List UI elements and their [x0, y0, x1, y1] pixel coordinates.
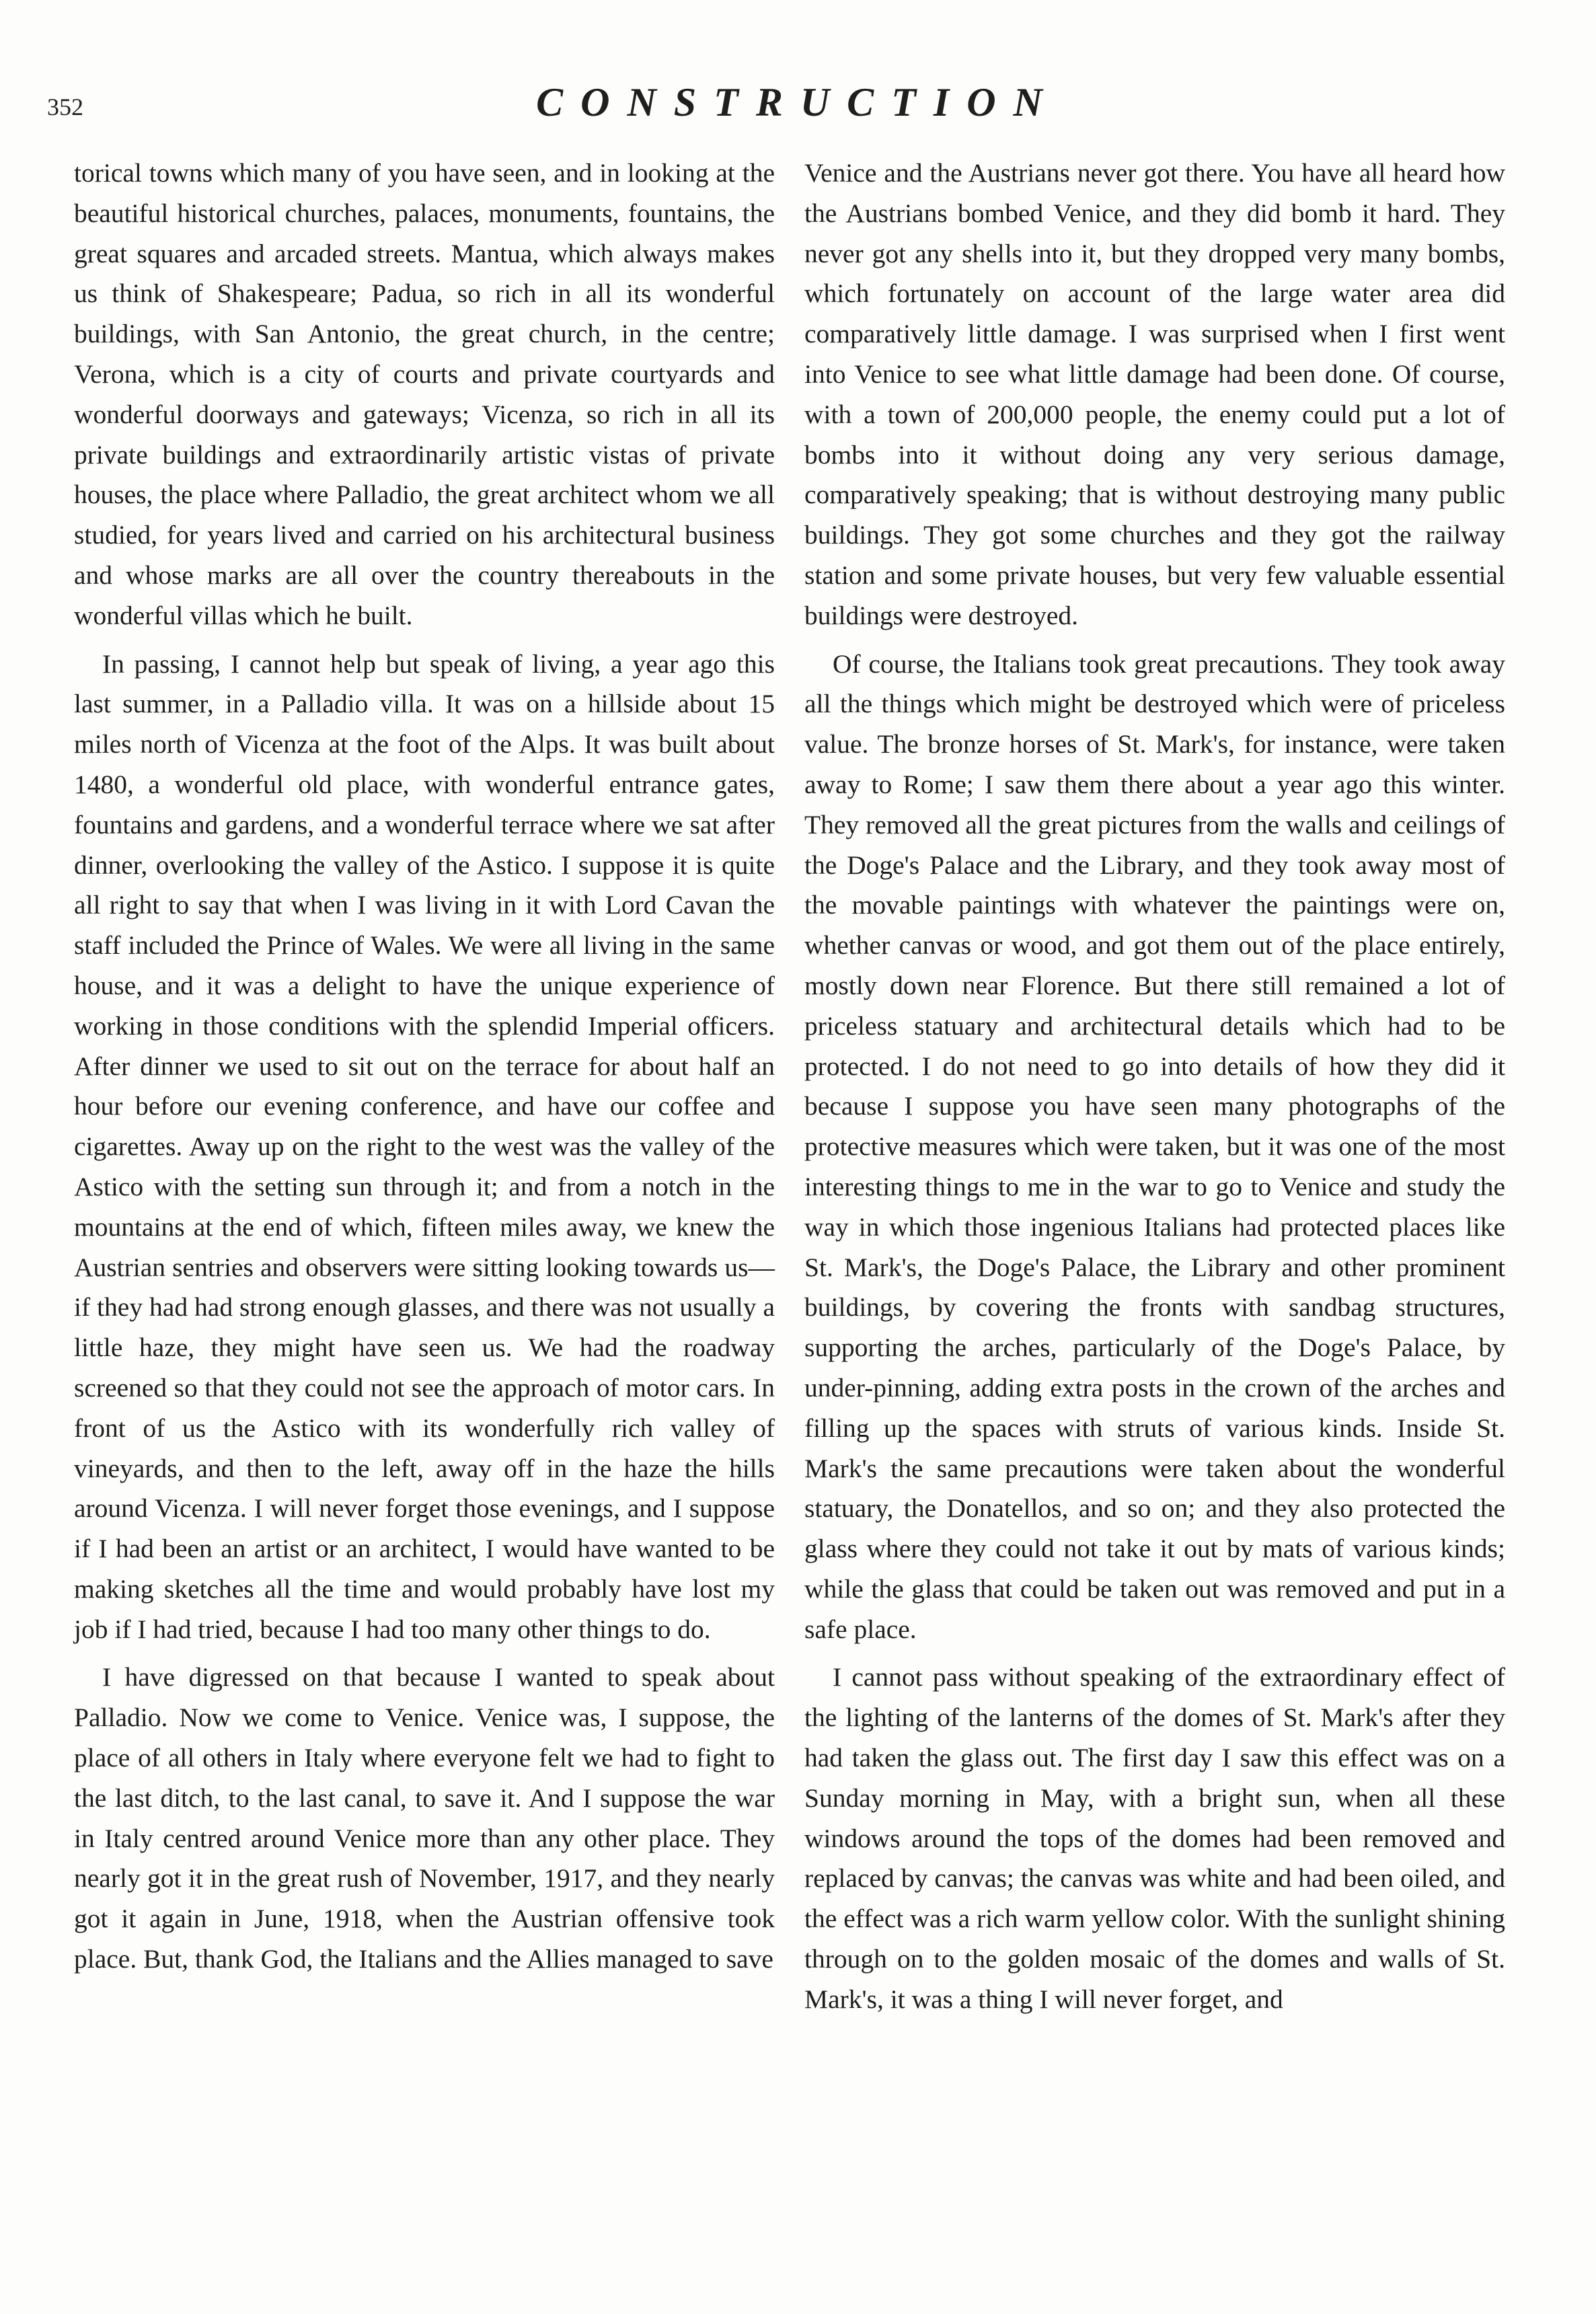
- paragraph: I cannot pass without speaking of the extraordinary effect of the lighting of the lanterns of the domes of St. Mark's after they had taken the glass out. The first day I saw this effect was on a Sunday morning in May, with a bright sun, when all these windows around the tops of the domes had been removed and replaced by canvas; the canvas was white and had been oiled, and the effect was a rich warm yellow color. With the sunlight shining through on to the golden mosaic of the domes and walls of St. Mark's, it was a thing I will never forget, and: [804, 1662, 1505, 2014]
- paragraph: Venice and the Austrians never got there. You have all heard how the Austrians bombed Venice, and they did bomb it hard. They never got any shells into it, but they dropped very many bombs, which fortunately on account of the large water area did comparatively little damage. I was surprised when I first went into Venice to see what little damage had been done. Of course, with a town of 200,000 people, the enemy could put a lot of bombs into it without doing any very serious damage, comparatively speaking; that is without destroying many public buildings. They got some churches and they got the railway station and some private houses, but very few valuable essential buildings were destroyed.: [804, 158, 1505, 630]
- paragraph: Of course, the Italians took great precautions. They took away all the things which might be destroyed which were of priceless value. The bronze horses of St. Mark's, for instance, were taken away to Rome; I saw them there about a year ago this winter. They removed all the great pictures from the walls and ceilings of the Doge's Palace and the Library, and they took away most of the movable paintings with whatever the paintings were on, whether canvas or wood, and got them out of the place entirely, mostly down near Florence. But there still remained a lot of priceless statuary and architectural details which had to be protected. I do not need to go into details of how they did it because I suppose you have seen many photographs of the protective measures which were taken, but it was one of the most interesting things to me in the war to go to Venice and study the way in which those ingenious Italians had protected places like St. Mark's, the Doge's Palace, the Library and other prominent buildings, by covering the fronts with sandbag structures, supporting the arches, particularly of the Doge's Palace, by under-pinning, adding extra posts in the crown of the arches and filling up the spaces with struts of various kinds. Inside St. Mark's the same precautions were taken about the wonderful statuary, the Donatellos, and so on; and they also protected the glass where they could not take it out by mats of various kinds; while the glass that could be taken out was removed and put in a safe place.: [804, 648, 1505, 1644]
- paragraph: I have digressed on that because I wanted to speak about Palladio. Now we come to Venice. Venice was, I suppose, the place of all others in Italy where everyone felt we had to fight to the last ditch, to the last canal, to save it. And I suppose the war in Italy centred around Venice more than any other place. They nearly got it in the great rush of November, 1917, and they nearly got it again in June, 1918, when the Austrian offensive took place. But, thank God, the Italians and the Allies managed to save: [74, 1662, 775, 1974]
- right-column: [804, 153, 1505, 2020]
- paragraph: torical towns which many of you have seen, and in looking at the beautiful historical churches, palaces, monuments, fountains, the great squares and arcaded streets. Mantua, which always makes us think of Shakespeare; Padua, so rich in all its wonderful buildings, with San Antonio, the great church, in the centre; Verona, which is a city of courts and private courtyards and wonderful doorways and gateways; Vicenza, so rich in all its private buildings and extraordinarily artistic vistas of private houses, the place where Palladio, the great architect whom we all studied, for years lived and carried on his architectural business and whose marks are all over the country thereabouts in the wonderful villas which he built.: [74, 158, 775, 630]
- left-column: [74, 153, 775, 1980]
- running-head-title: CONSTRUCTION: [536, 80, 1060, 124]
- page-number: 352: [47, 94, 83, 120]
- paragraph: In passing, I cannot help but speak of living, a year ago this last summer, in a Palladio villa. It was on a hillside about 15 miles north of Vicenza at the foot of the Alps. It was built about 1480, a wonderful old place, with wonderful entrance gates, fountains and gardens, and a wonderful terrace where we sat after dinner, overlooking the valley of the Astico. I suppose it is quite all right to say that when I was living in it with Lord Cavan the staff included the Prince of Wales. We were all living in the same house, and it was a delight to have the unique experience of working in those conditions with the splendid Imperial officers. After dinner we used to sit out on the terrace for about half an hour before our evening conference, and have our coffee and cigarettes. Away up on the right to the west was the valley of the Astico with the setting sun through it; and from a notch in the mountains at the end of which, fifteen miles away, we knew the Austrian sentries and observers were sitting looking towards us—if they had had strong enough glasses, and there was not usually a little haze, they might have seen us. We had the roadway screened so that they could not see the approach of motor cars. In front of us the Astico with its wonderfully rich valley of vineyards, and then to the left, away off in the haze the hills around Vicenza. I will never forget those evenings, and I suppose if I had been an artist or an architect, I would have wanted to be making sketches all the time and would probably have lost my job if I had tried, because I had too many other things to do.: [74, 648, 775, 1644]
